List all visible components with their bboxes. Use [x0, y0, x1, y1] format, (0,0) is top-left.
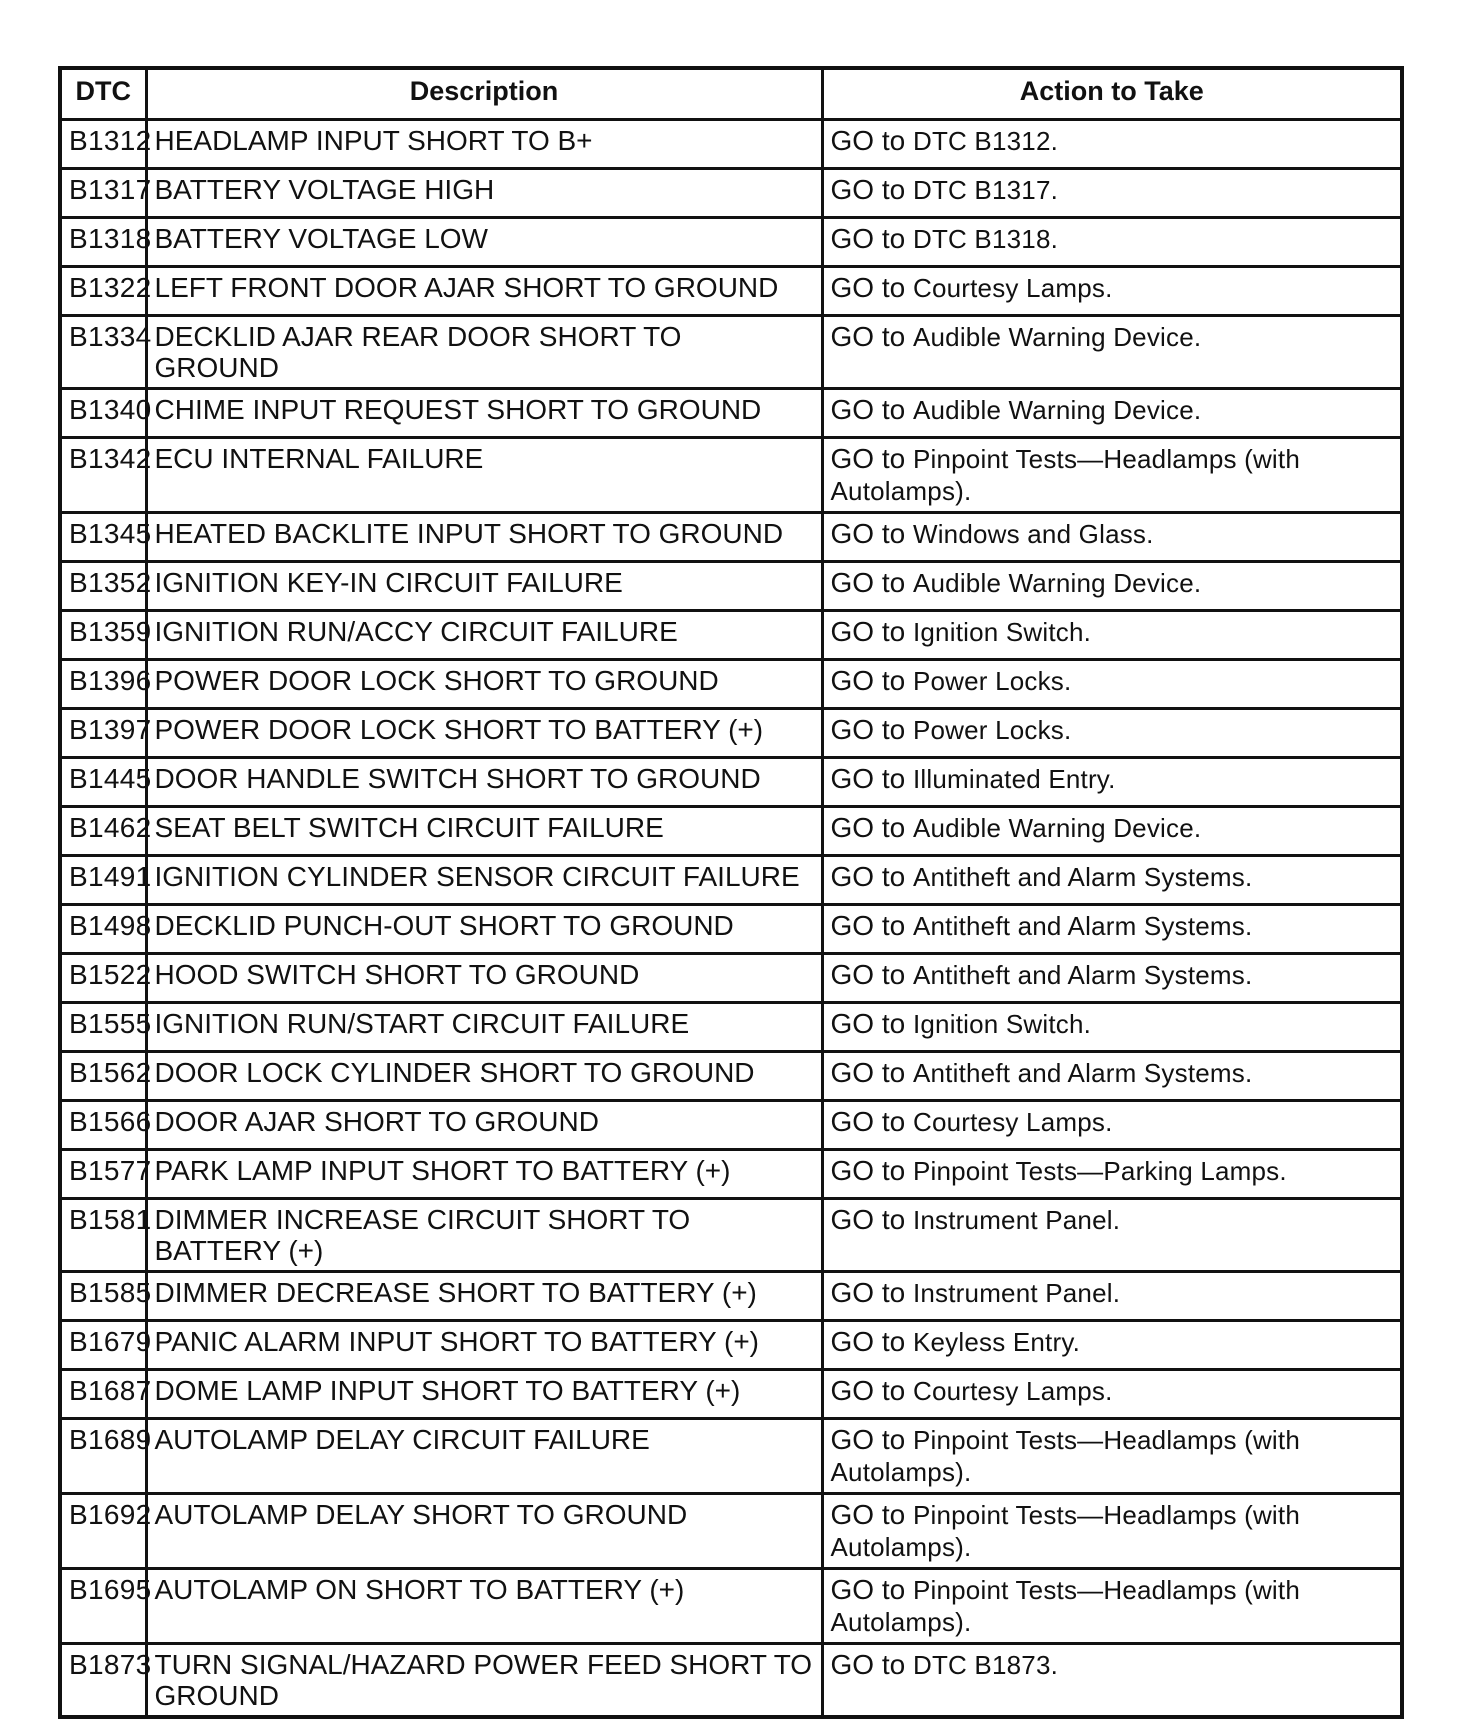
dtc-code-cell: B1577 [60, 1150, 146, 1199]
action-target: Courtesy Lamps. [912, 273, 1113, 303]
action-lead: GO to [830, 861, 913, 892]
description-cell: BATTERY VOLTAGE HIGH [146, 169, 822, 218]
action-target: Power Locks. [912, 666, 1072, 696]
action-target: Antitheft and Alarm Systems. [912, 960, 1253, 990]
description-cell: POWER DOOR LOCK SHORT TO GROUND [146, 660, 822, 709]
action-lead: GO to [830, 1277, 913, 1308]
action-target: Antitheft and Alarm Systems. [912, 1058, 1253, 1088]
header-row [60, 68, 1402, 120]
dtc-code-cell: B1396 [60, 660, 146, 709]
description-cell: BATTERY VOLTAGE LOW [146, 218, 822, 267]
table-row [60, 1494, 1402, 1569]
action-lead: GO to [830, 959, 913, 990]
description-cell: DOME LAMP INPUT SHORT TO BATTERY (+) [146, 1370, 822, 1419]
table-row [60, 1052, 1402, 1101]
table-row [60, 389, 1402, 438]
dtc-code-cell: B1679 [60, 1321, 146, 1370]
description-cell: IGNITION RUN/START CIRCUIT FAILURE [146, 1003, 822, 1052]
action-target: Pinpoint Tests—Parking Lamps. [912, 1156, 1287, 1186]
action-cell [822, 513, 1402, 562]
dtc-code-cell: B1491 [60, 856, 146, 905]
dtc-code-cell: B1322 [60, 267, 146, 316]
description-cell: PANIC ALARM INPUT SHORT TO BATTERY (+) [146, 1321, 822, 1370]
action-target: Audible Warning Device. [912, 568, 1202, 598]
action-lead: GO to [830, 763, 913, 794]
description-cell: DOOR HANDLE SWITCH SHORT TO GROUND [146, 758, 822, 807]
description-cell: SEAT BELT SWITCH CIRCUIT FAILURE [146, 807, 822, 856]
action-lead: GO to [830, 1155, 913, 1186]
dtc-code-cell: B1581 [60, 1199, 146, 1272]
header-description: Description [146, 68, 822, 120]
action-lead: GO to [830, 1649, 913, 1680]
header-dtc: DTC [60, 68, 146, 120]
action-lead: GO to [830, 1106, 913, 1137]
description-cell: DIMMER INCREASE CIRCUIT SHORT TO BATTERY (+) [146, 1199, 822, 1272]
action-lead: GO to [830, 443, 913, 474]
table-row [60, 120, 1402, 169]
description-cell: AUTOLAMP DELAY CIRCUIT FAILURE [146, 1419, 822, 1494]
action-cell [822, 218, 1402, 267]
table-row [60, 513, 1402, 562]
table-row [60, 758, 1402, 807]
dtc-code-cell: B1873 [60, 1644, 146, 1718]
action-target: DTC B1873. [912, 1650, 1059, 1680]
dtc-code-cell: B1340 [60, 389, 146, 438]
action-lead: GO to [830, 1008, 913, 1039]
action-cell [822, 905, 1402, 954]
action-cell [822, 169, 1402, 218]
action-lead: GO to [830, 1574, 913, 1605]
action-lead: GO to [830, 174, 913, 205]
table-row [60, 905, 1402, 954]
action-lead: GO to [830, 1499, 913, 1530]
dtc-code-cell: B1695 [60, 1569, 146, 1644]
description-cell: TURN SIGNAL/HAZARD POWER FEED SHORT TO GROUND [146, 1644, 822, 1718]
table-row [60, 1003, 1402, 1052]
action-lead: GO to [830, 1204, 913, 1235]
action-target: DTC B1318. [912, 224, 1059, 254]
table-row [60, 1321, 1402, 1370]
dtc-code-cell: B1566 [60, 1101, 146, 1150]
description-cell: DECKLID PUNCH-OUT SHORT TO GROUND [146, 905, 822, 954]
description-cell: POWER DOOR LOCK SHORT TO BATTERY (+) [146, 709, 822, 758]
action-lead: GO to [830, 1326, 913, 1357]
action-cell [822, 1494, 1402, 1569]
action-target: Audible Warning Device. [912, 322, 1202, 352]
action-target: Ignition Switch. [912, 617, 1092, 647]
action-target: Pinpoint Tests—Headlamps (with Autolamps). [830, 1500, 1300, 1562]
table-row [60, 562, 1402, 611]
dtc-code-cell: B1345 [60, 513, 146, 562]
dtc-code-cell: B1334 [60, 316, 146, 389]
dtc-code-cell: B1498 [60, 905, 146, 954]
action-target: Ignition Switch. [912, 1009, 1092, 1039]
table-row [60, 1101, 1402, 1150]
dtc-code-cell: B1445 [60, 758, 146, 807]
description-cell: DOOR AJAR SHORT TO GROUND [146, 1101, 822, 1150]
action-lead: GO to [830, 223, 913, 254]
action-cell [822, 1150, 1402, 1199]
description-cell: DOOR LOCK CYLINDER SHORT TO GROUND [146, 1052, 822, 1101]
dtc-code-cell: B1522 [60, 954, 146, 1003]
action-cell [822, 1052, 1402, 1101]
action-cell [822, 120, 1402, 169]
description-cell: HEATED BACKLITE INPUT SHORT TO GROUND [146, 513, 822, 562]
action-target: Courtesy Lamps. [912, 1376, 1113, 1406]
description-cell: CHIME INPUT REQUEST SHORT TO GROUND [146, 389, 822, 438]
action-target: Windows and Glass. [912, 519, 1154, 549]
action-cell [822, 1419, 1402, 1494]
action-cell [822, 758, 1402, 807]
action-lead: GO to [830, 1424, 913, 1455]
action-target: Instrument Panel. [912, 1205, 1121, 1235]
table-row [60, 267, 1402, 316]
action-cell [822, 1199, 1402, 1272]
table-row [60, 1272, 1402, 1321]
action-target: Antitheft and Alarm Systems. [912, 911, 1253, 941]
action-target: Power Locks. [912, 715, 1072, 745]
table-row [60, 954, 1402, 1003]
action-cell [822, 954, 1402, 1003]
action-lead: GO to [830, 1375, 913, 1406]
action-lead: GO to [830, 616, 913, 647]
action-target: Illuminated Entry. [912, 764, 1116, 794]
action-target: Courtesy Lamps. [912, 1107, 1113, 1137]
action-cell [822, 1370, 1402, 1419]
description-cell: HOOD SWITCH SHORT TO GROUND [146, 954, 822, 1003]
action-target: Antitheft and Alarm Systems. [912, 862, 1253, 892]
dtc-code-cell: B1312 [60, 120, 146, 169]
action-lead: GO to [830, 714, 913, 745]
table-row [60, 660, 1402, 709]
table-row [60, 218, 1402, 267]
description-cell: IGNITION CYLINDER SENSOR CIRCUIT FAILURE [146, 856, 822, 905]
action-lead: GO to [830, 272, 913, 303]
description-cell: LEFT FRONT DOOR AJAR SHORT TO GROUND [146, 267, 822, 316]
action-cell [822, 1321, 1402, 1370]
table-row [60, 316, 1402, 389]
action-cell [822, 660, 1402, 709]
dtc-code-cell: B1352 [60, 562, 146, 611]
action-lead: GO to [830, 321, 913, 352]
action-cell [822, 1272, 1402, 1321]
dtc-code-cell: B1397 [60, 709, 146, 758]
table-row [60, 856, 1402, 905]
table-row [60, 1370, 1402, 1419]
action-lead: GO to [830, 125, 913, 156]
action-cell [822, 1003, 1402, 1052]
action-lead: GO to [830, 394, 913, 425]
action-target: Audible Warning Device. [912, 813, 1202, 843]
table-row [60, 1419, 1402, 1494]
action-lead: GO to [830, 567, 913, 598]
dtc-code-cell: B1359 [60, 611, 146, 660]
description-cell: IGNITION RUN/ACCY CIRCUIT FAILURE [146, 611, 822, 660]
dtc-code-cell: B1342 [60, 438, 146, 513]
table-row [60, 1569, 1402, 1644]
dtc-code-cell: B1692 [60, 1494, 146, 1569]
dtc-code-cell: B1317 [60, 169, 146, 218]
dtc-code-cell: B1318 [60, 218, 146, 267]
dtc-code-cell: B1462 [60, 807, 146, 856]
table-row [60, 807, 1402, 856]
action-target: DTC B1317. [912, 175, 1059, 205]
action-target: Keyless Entry. [912, 1327, 1081, 1357]
action-target: Pinpoint Tests—Headlamps (with Autolamps). [830, 444, 1300, 506]
action-cell [822, 562, 1402, 611]
table-row [60, 438, 1402, 513]
table-row [60, 1199, 1402, 1272]
dtc-code-cell: B1687 [60, 1370, 146, 1419]
action-target: Pinpoint Tests—Headlamps (with Autolamps). [830, 1575, 1300, 1637]
dtc-code-cell: B1585 [60, 1272, 146, 1321]
action-cell [822, 1569, 1402, 1644]
description-cell: PARK LAMP INPUT SHORT TO BATTERY (+) [146, 1150, 822, 1199]
dtc-code-cell: B1689 [60, 1419, 146, 1494]
action-cell [822, 316, 1402, 389]
action-target: Instrument Panel. [912, 1278, 1121, 1308]
description-cell: AUTOLAMP ON SHORT TO BATTERY (+) [146, 1569, 822, 1644]
action-lead: GO to [830, 1057, 913, 1088]
table-row [60, 1644, 1402, 1718]
table-row [60, 611, 1402, 660]
action-cell [822, 1101, 1402, 1150]
dtc-table [58, 66, 1404, 1719]
description-cell: ECU INTERNAL FAILURE [146, 438, 822, 513]
action-lead: GO to [830, 665, 913, 696]
action-cell [822, 709, 1402, 758]
action-cell [822, 611, 1402, 660]
header-action: Action to Take [822, 68, 1402, 120]
table-header [60, 68, 1402, 120]
action-lead: GO to [830, 518, 913, 549]
action-cell [822, 856, 1402, 905]
action-target: Pinpoint Tests—Headlamps (with Autolamps). [830, 1425, 1300, 1487]
description-cell: DECKLID AJAR REAR DOOR SHORT TO GROUND [146, 316, 822, 389]
action-target: Audible Warning Device. [912, 395, 1202, 425]
description-cell: DIMMER DECREASE SHORT TO BATTERY (+) [146, 1272, 822, 1321]
table-row [60, 169, 1402, 218]
dtc-code-cell: B1555 [60, 1003, 146, 1052]
action-target: DTC B1312. [912, 126, 1059, 156]
action-lead: GO to [830, 812, 913, 843]
description-cell: IGNITION KEY-IN CIRCUIT FAILURE [146, 562, 822, 611]
action-cell [822, 438, 1402, 513]
table-body [60, 120, 1402, 1718]
table-row [60, 709, 1402, 758]
action-cell [822, 389, 1402, 438]
dtc-code-cell: B1562 [60, 1052, 146, 1101]
description-cell: AUTOLAMP DELAY SHORT TO GROUND [146, 1494, 822, 1569]
table-row [60, 1150, 1402, 1199]
action-cell [822, 807, 1402, 856]
action-cell [822, 1644, 1402, 1718]
action-lead: GO to [830, 910, 913, 941]
description-cell: HEADLAMP INPUT SHORT TO B+ [146, 120, 822, 169]
action-cell [822, 267, 1402, 316]
